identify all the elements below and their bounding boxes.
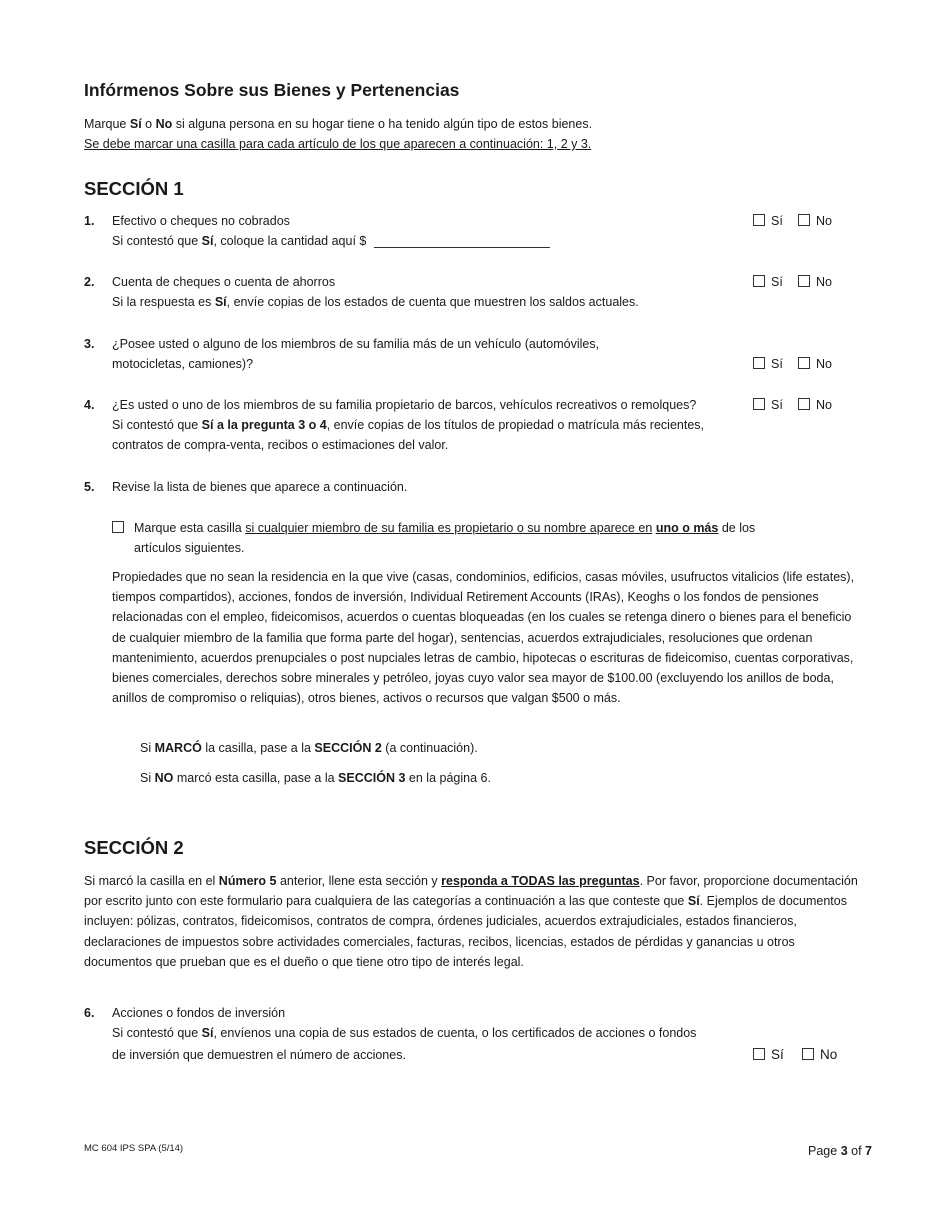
section-1-title: SECCIÓN 1: [84, 178, 184, 199]
q5-instruction-2: Si NO marcó esta casilla, pase a la SECCIÓN 3 en la página 6.: [140, 771, 491, 785]
q1-yes-checkbox[interactable]: [753, 214, 765, 226]
q5-asset-list: Propiedades que no sean la residencia en la que vive (casas, condominios, edificios, casas móviles, usufructos vitalicios (life estates), tiempos compartidos), acciones, fondos de inversión, Individual Retirement Accounts (IRAs), Keoghs o los fondos de pensiones relacionadas con el empleo, fideicomisos, acuerdos o cuentas bloqueadas (en los cuales se retenga dinero o bienes para el beneficio de cualquier miembro de la familia que forma parte del hogar), sentencias, acuerdos extrajudiciales, resoluciones que ordenan mantenimiento, acuerdos prenupciales o post nupciales letras de cambio, hipotecas o escrituras de fideicomiso, cuentas corporativas, bienes comerciales, derechos sobre minerales y petróleo, joyas cuyo valor sea mayor de $100.00 (excluyendo los anillos de boda, anillos de compromiso o reliquias), otros bienes, activos o recursos que valgan $500 o más.: [112, 570, 855, 706]
q5-checkbox-label: Marque esta casilla si cualquier miembro de su familia es propietario o su nombre aparece en uno o más de los: [134, 521, 756, 535]
q1-text: Efectivo o cheques no cobrados: [112, 214, 290, 228]
q2-no-option[interactable]: No: [798, 272, 832, 292]
q4-text: ¿Es usted o uno de los miembros de su familia propietario de barcos, vehículos recreativos o remolques?: [112, 398, 697, 412]
q3-number: 3.: [84, 337, 95, 351]
q1-amount-field[interactable]: [374, 235, 550, 248]
q2-no-checkbox[interactable]: [798, 275, 810, 287]
intro-si: Sí: [129, 117, 142, 131]
q4-subtext: Si contestó que Sí a la pregunta 3 o 4, envíe copias de los títulos de propiedad o matrícula más recientes,: [112, 418, 704, 432]
q3-text-2: motocicletas, camiones)?: [112, 357, 254, 371]
q6-no-checkbox[interactable]: [802, 1048, 814, 1060]
intro-line-2: Se debe marcar una casilla para cada artículo de los que aparecen a continuación: 1, 2 y 3.: [84, 137, 592, 151]
section-2-intro: Si marcó la casilla en el Número 5 anterior, llene esta sección y responda a TODAS las preguntas. Por favor, proporcione documentación por escrito junto con este formulario para cualquiera de las categorías a continuación a las que conteste que Sí. Ejemplos de documentos incluyen: pólizas, contratos, fideicomisos, contratos de compra, órdenes judiciales, acuerdos extrajudiciales, estados financieros, declaraciones de impuestos sobre actividades comerciales, facturas, recibos, licencias, estados de pérdidas y ganancias u otros documentos que prueban que es el dueño o que tiene otro tipo de interés legal.: [84, 874, 858, 969]
q1-number: 1.: [84, 214, 95, 228]
q4-yes-checkbox[interactable]: [753, 398, 765, 410]
q3-yes-checkbox[interactable]: [753, 357, 765, 369]
q3-text: ¿Posee usted o alguno de los miembros de su familia más de un vehículo (automóviles,: [112, 337, 600, 351]
q3-yes-no: [753, 354, 832, 374]
q5-checkbox-row: [112, 518, 130, 538]
q5-number: 5.: [84, 480, 95, 494]
q5-checkbox[interactable]: [112, 521, 124, 533]
q4-no-checkbox[interactable]: [798, 398, 810, 410]
q2-subtext: Si la respuesta es Sí, envíe copias de los estados de cuenta que muestren los saldos actuales.: [112, 295, 639, 309]
q4-yes-no: [753, 395, 832, 415]
q5-checkbox-label-2: artículos siguientes.: [134, 541, 245, 555]
q4-no-option[interactable]: No: [798, 395, 832, 415]
q1-no-option[interactable]: No: [798, 211, 832, 231]
q2-yes-option[interactable]: Sí: [753, 272, 798, 292]
q2-text: Cuenta de cheques o cuenta de ahorros: [112, 275, 336, 289]
q3-no-checkbox[interactable]: [798, 357, 810, 369]
q4-yes-option[interactable]: Sí: [753, 395, 798, 415]
q2-yes-no: [753, 272, 832, 292]
q6-text: Acciones o fondos de inversión: [112, 1006, 286, 1020]
q3-no-option[interactable]: No: [798, 354, 832, 374]
q2-yes-checkbox[interactable]: [753, 275, 765, 287]
q6-yes-option[interactable]: Sí: [753, 1045, 802, 1065]
q6-yes-no: [753, 1045, 837, 1065]
q2-number: 2.: [84, 275, 95, 289]
section-2-title: SECCIÓN 2: [84, 837, 184, 858]
q1-no-checkbox[interactable]: [798, 214, 810, 226]
intro-line-1: [84, 114, 592, 134]
intro-o: o: [145, 117, 153, 131]
q4-subtext-2: contratos de compra-venta, recibos o estimaciones del valor.: [112, 438, 449, 452]
page-number: Page 3 of 7: [808, 1144, 872, 1158]
q1-yes-option[interactable]: Sí: [753, 211, 798, 231]
page-title: Infórmenos Sobre sus Bienes y Pertenencias: [84, 80, 460, 100]
q1-yes-no: [753, 211, 832, 231]
q1-subtext: Si contestó que Sí, coloque la cantidad aquí $: [112, 231, 550, 251]
q6-subtext-2: de inversión que demuestren el número de acciones.: [112, 1048, 406, 1062]
q6-yes-checkbox[interactable]: [753, 1048, 765, 1060]
form-id: MC 604 IPS SPA (5/14): [84, 1143, 184, 1154]
intro-text: Marque: [84, 117, 127, 131]
q5-instruction-1: Si MARCÓ la casilla, pase a la SECCIÓN 2 (a continuación).: [140, 741, 478, 755]
intro-no: No: [155, 117, 173, 131]
q6-subtext: Si contestó que Sí, envíenos una copia de sus estados de cuenta, o los certificados de acciones o fondos: [112, 1026, 697, 1040]
q4-number: 4.: [84, 398, 95, 412]
intro-text-2: si alguna persona en su hogar tiene o ha tenido algún tipo de estos bienes.: [175, 117, 593, 131]
q5-text: Revise la lista de bienes que aparece a continuación.: [112, 480, 408, 494]
q6-number: 6.: [84, 1006, 95, 1020]
q3-yes-option[interactable]: Sí: [753, 354, 798, 374]
q6-no-option[interactable]: No: [802, 1045, 837, 1065]
